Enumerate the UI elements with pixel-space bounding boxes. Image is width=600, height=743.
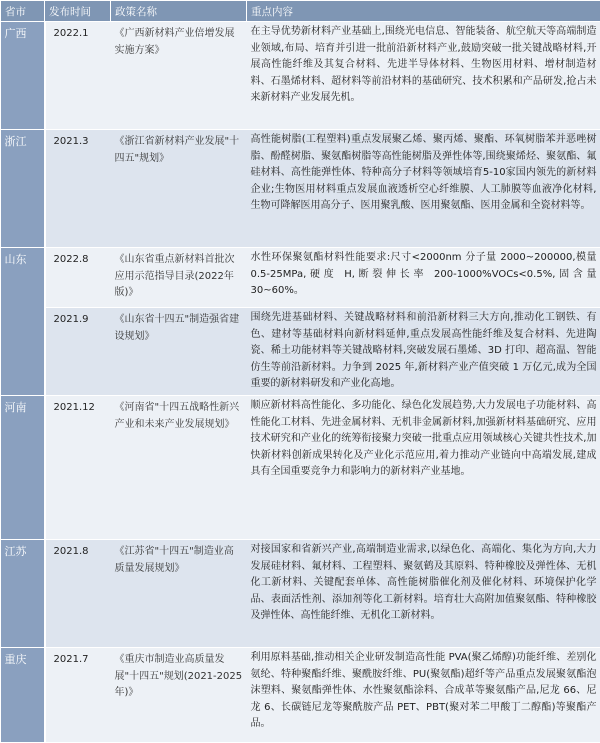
policy-name-cell: 《山东省重点新材料首批次应用示范指导目录(2022年版)》 bbox=[111, 248, 247, 308]
policy-name-cell: 《河南省"十四五战略性新兴产业和未来产业发展规划》 bbox=[111, 396, 247, 540]
header-key-content: 重点内容 bbox=[247, 1, 600, 22]
content-cell: 对接国家和省新兴产业,高端制造业需求,以绿色化、高端化、集化为方向,大力发展硅材料、氟材料、工程塑料、聚氨鹤及其原料、特种橡胶及弹性体、无机化工新材料、关键配套单体、高性能树脂催化剂及催化材料、环境保护化学品、表面活性剂、添加剂等化工新材料。培育壮大高附加值聚氨酯、特种橡胶及弹性体、高性能纤维、无机化工新材料。 bbox=[247, 540, 600, 648]
table-header-row bbox=[1, 1, 600, 22]
content-cell: 高性能树脂(工程塑料)重点发展聚乙烯、聚丙烯、聚酯、环氧树脂苯并恶唑树脂、酚醛树脂、聚氨酯树脂等高性能树脂及弹性体等,围绕聚烯烃、聚氨酯、氟硅材料、高性能弹性体、特种高分子材料等领域培育5-10家国内领先的新材料企业;生物医用材料重点发展血液透析空心纤维膜、人工肺膜等血液净化材料,生物可降解医用高分子、医用聚乳酸、医用聚氨酯、医用金属和全瓷材料等。 bbox=[247, 130, 600, 248]
content-cell: 在主导优势新材料产业基础上,围绕光电信息、智能装备、航空航天等高端制造业领域,布局、培育并引进一批前沿新材料产业,鼓励突破一批关键战略材料,开展高性能纤维及其复合材料、先进半导体材料、生物医用材料、增材制造材料、石墨烯材料、超材料等前沿材料的基础研究、技术积累和产品研发,抢占未来新材料产业发展先机。 bbox=[247, 22, 600, 130]
table-row bbox=[1, 396, 600, 540]
table-row bbox=[1, 130, 600, 248]
table-row bbox=[1, 22, 600, 130]
table-row bbox=[1, 248, 600, 308]
date-cell: 2021.8 bbox=[45, 540, 111, 648]
policy-name-cell: 《重庆市制造业高质量发展"十四五"规划(2021-2025年)》 bbox=[111, 648, 247, 743]
table-row bbox=[1, 648, 600, 743]
province-cell: 山东 bbox=[1, 248, 45, 396]
date-cell: 2021.3 bbox=[45, 130, 111, 248]
province-cell: 广西 bbox=[1, 22, 45, 130]
header-province: 省市 bbox=[1, 1, 45, 22]
date-cell: 2021.9 bbox=[45, 308, 111, 396]
province-cell: 浙江 bbox=[1, 130, 45, 248]
content-cell: 顺应新材料高性能化、多功能化、绿色化发展趋势,大力发展电子功能材料、高性能化工材料、先进金属材料、无机非金属新材料,加强新材料基础研究、应用技术研究和产业化的统筹衔接聚力突破一批重点应用领域核心关键共性技术,加快新材料创新成果转化及产业化示范应用,着力推动产业链向中高端发展,建成具有全国重要竞争力和影响力的新材料产业基地。 bbox=[247, 396, 600, 540]
date-cell: 2022.1 bbox=[45, 22, 111, 130]
province-cell: 重庆 bbox=[1, 648, 45, 743]
date-cell: 2022.8 bbox=[45, 248, 111, 308]
policy-name-cell: 《浙江省新材料产业发展"十四五"规划》 bbox=[111, 130, 247, 248]
date-cell: 2021.12 bbox=[45, 396, 111, 540]
province-cell: 江苏 bbox=[1, 540, 45, 648]
table-row bbox=[1, 308, 600, 396]
policy-name-cell: 《山东省十四五"制造强省建设规划》 bbox=[111, 308, 247, 396]
header-policy-name: 政策名称 bbox=[111, 1, 247, 22]
table-row bbox=[1, 540, 600, 648]
content-cell: 围绕先进基础材料、关键战略材料和前沿新材料三大方向,推动化工钢铁、有色、建材等基础材料向新材料延伸,重点发展高性能纤维及复合材料、先进陶瓷、稀土功能材料等关键战略材料,突破发展石墨烯、3D 打印、超高温、智能仿生等前沿新材料。力争到 2025 年,新材料产业产值突破 1 万亿元,成为全国重要的新材料研发和产业化高地。 bbox=[247, 308, 600, 396]
date-cell: 2021.7 bbox=[45, 648, 111, 743]
header-date: 发布时间 bbox=[45, 1, 111, 22]
policy-name-cell: 《广西新材料产业倍增发展实施方案》 bbox=[111, 22, 247, 130]
content-cell: 利用原料基础,推动相关企业研发制造高性能 PVA(聚乙烯醇)功能纤维、差别化氨纶、特种聚酯纤维、聚酰胺纤维、PU(聚氨酯)超纤等产品重点发展聚氨酯泡沫塑料、聚氨酯弹性体、水性聚氨酯涂料、合成革等聚氨酯产品,尼龙 66、尼龙 6、长碳链尼龙等聚酰胺产品 PET、PBT(聚对苯二甲酸丁二醇酯)等聚酯产品。 bbox=[247, 648, 600, 743]
province-cell: 河南 bbox=[1, 396, 45, 540]
policy-name-cell: 《江苏省"十四五"制造业高质量发展规划》 bbox=[111, 540, 247, 648]
content-cell: 水性环保聚氨酯材料性能要求:尺寸<2000nm 分子量 2000~200000,模量 0.5-25MPa,硬度 H,断裂伸长率 200-1000%VOCs<0.5%,固含量30~60%。 bbox=[247, 248, 600, 308]
